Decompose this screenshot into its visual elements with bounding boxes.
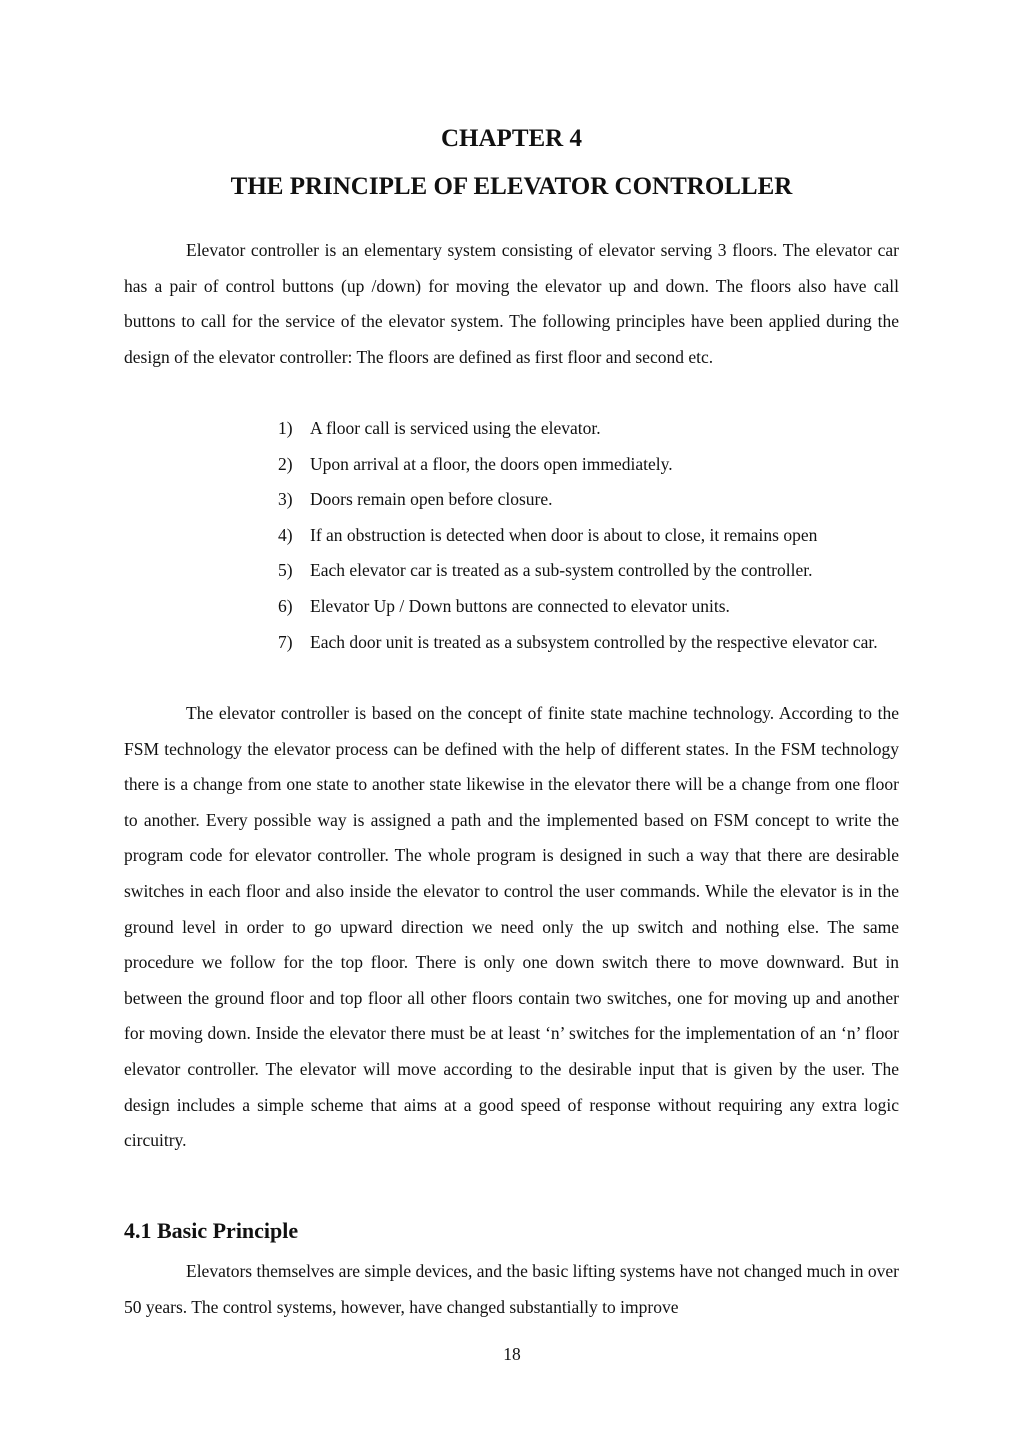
section-paragraph: Elevators themselves are simple devices, and the basic lifting systems have not changed much in over 50 years. The control systems, however, have changed substantially to improve <box>124 1261 899 1317</box>
section-heading: 4.1 Basic Principle <box>124 1218 299 1243</box>
list-item <box>278 482 899 518</box>
chapter-number: CHAPTER 4 <box>441 125 582 152</box>
list-item-text: Each door unit is treated as a subsystem controlled by the respective elevator car. <box>310 631 878 652</box>
list-item-number: 5) <box>278 560 293 581</box>
list-item-text: Upon arrival at a floor, the doors open immediately. <box>310 453 673 474</box>
chapter-title: THE PRINCIPLE OF ELEVATOR CONTROLLER <box>230 173 793 200</box>
list-item <box>278 625 899 661</box>
list-item-number: 3) <box>278 489 293 510</box>
list-item-number: 4) <box>278 524 293 545</box>
fsm-paragraph: The elevator controller is based on the concept of finite state machine technology. According to the FSM technology the elevator process can be defined with the help of different states. In the FSM technology there is a change from one state to another state likewise in the elevator there will be a change from one floor to another. Every possible way is assigned a path and the implemented based on FSM concept to write the program code for elevator controller. The whole program is designed in such a way that there are desirable switches in each floor and also inside the elevator to control the user commands. While the elevator is in the ground level in order to go upward direction we need only the up switch and nothing else. The same procedure we follow for the top floor. There is only one down switch there to move downward. But in between the ground floor and top floor all other floors contain two switches, one for moving up and another for moving down. Inside the elevator there must be at least ‘n’ switches for the implementation of an ‘n’ floor elevator controller. The elevator will move according to the desirable input that is given by the user. The design includes a simple scheme that aims at a good speed of response without requiring any extra logic circuitry. <box>124 703 899 1151</box>
list-item-text: Elevator Up / Down buttons are connected to elevator units. <box>310 595 730 616</box>
list-item <box>278 411 899 447</box>
list-item-text: Doors remain open before closure. <box>310 489 553 510</box>
list-item <box>278 553 899 589</box>
intro-paragraph: Elevator controller is an elementary system consisting of elevator serving 3 floors. The elevator car has a pair of control buttons (up /down) for moving the elevator up and down. The floors also have call buttons to call for the service of the elevator system. The following principles have been applied during the design of the elevator controller: The floors are defined as first floor and second etc. <box>124 240 899 367</box>
list-item-text: Each elevator car is treated as a sub-system controlled by the controller. <box>310 560 813 581</box>
list-item-number: 6) <box>278 595 293 616</box>
list-item <box>278 589 899 625</box>
page-number: 18 <box>503 1344 521 1364</box>
list-item-text: If an obstruction is detected when door is about to close, it remains open <box>310 524 818 545</box>
principles-list <box>278 411 899 660</box>
list-item <box>278 518 899 554</box>
list-item-text: A floor call is serviced using the elevator. <box>310 418 601 438</box>
list-item <box>278 447 899 483</box>
list-item-number: 2) <box>278 453 293 474</box>
list-item-number: 1) <box>278 418 293 438</box>
list-item-number: 7) <box>278 631 293 652</box>
